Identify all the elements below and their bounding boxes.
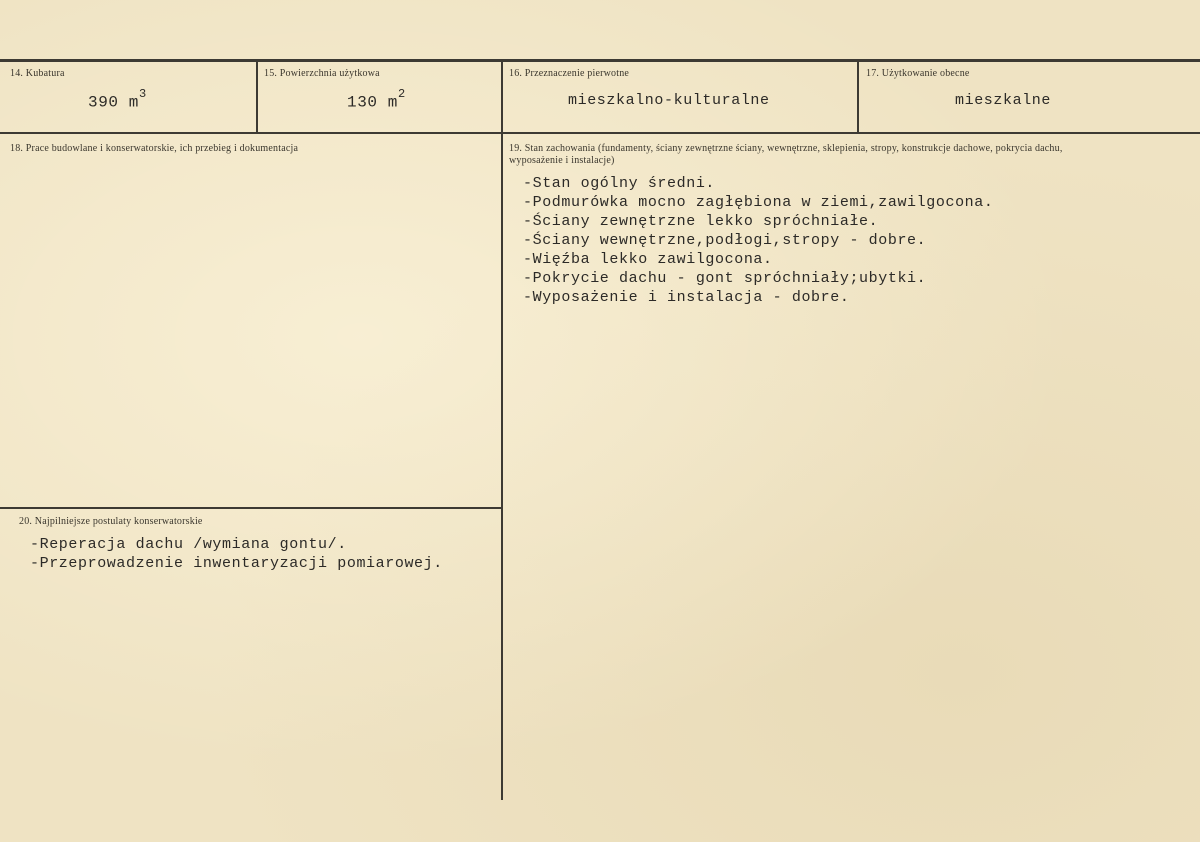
field-19-line: -Więźba lekko zawilgocona. [523, 251, 773, 268]
row2-bottom-rule [0, 507, 502, 509]
field-17-value: mieszkalne [955, 92, 1052, 109]
field-14-number: 390 m [88, 93, 140, 112]
divider-main [501, 61, 503, 800]
divider-16-17 [857, 61, 859, 133]
field-15-value [347, 87, 406, 112]
field-14-exponent: 3 [139, 87, 147, 101]
field-15-number: 130 m [347, 93, 399, 112]
field-17-label: 17. Użytkowanie obecne [866, 68, 970, 79]
field-18-label: 18. Prace budowlane i konserwatorskie, ich przebieg i dokumentacja [10, 143, 299, 154]
field-19-line: -Stan ogólny średni. [523, 175, 716, 192]
field-19-text [523, 174, 993, 307]
field-19-line: -Ściany wewnętrzne,podłogi,stropy - dobre. [523, 232, 927, 249]
top-rule [0, 59, 1200, 62]
field-19-line: -Ściany zewnętrzne lekko spróchniałe. [523, 213, 879, 230]
field-19-line: -Pokrycie dachu - gont spróchniały;ubytki. [523, 270, 927, 287]
field-15-label: 15. Powierzchnia użytkowa [264, 68, 380, 79]
field-19-label: 19. Stan zachowania (fundamenty, ściany zewnętrzne ściany, wewnętrzne, sklepienia, stropy, konstrukcje dachowe, pokrycia dachu, wyposażenie i instalacje) [509, 143, 1063, 166]
field-16-value: mieszkalno-kulturalne [568, 92, 770, 109]
field-20-line: -Reperacja dachu /wymiana gontu/. [30, 536, 347, 553]
field-20-text [30, 535, 443, 573]
field-14-value [88, 87, 147, 112]
field-16-label: 16. Przeznaczenie pierwotne [509, 68, 630, 79]
field-20-label: 20. Najpilniejsze postulaty konserwatorskie [19, 516, 203, 527]
row1-bottom-rule [0, 132, 1200, 134]
field-19-line: -Podmurówka mocno zagłębiona w ziemi,zawilgocona. [523, 194, 994, 211]
field-14-label: 14. Kubatura [10, 68, 65, 79]
field-19-line: -Wyposażenie i instalacja - dobre. [523, 289, 850, 306]
field-15-exponent: 2 [398, 87, 406, 101]
field-20-line: -Przeprowadzenie inwentaryzacji pomiarowej. [30, 555, 443, 572]
divider-14-15 [256, 61, 258, 133]
